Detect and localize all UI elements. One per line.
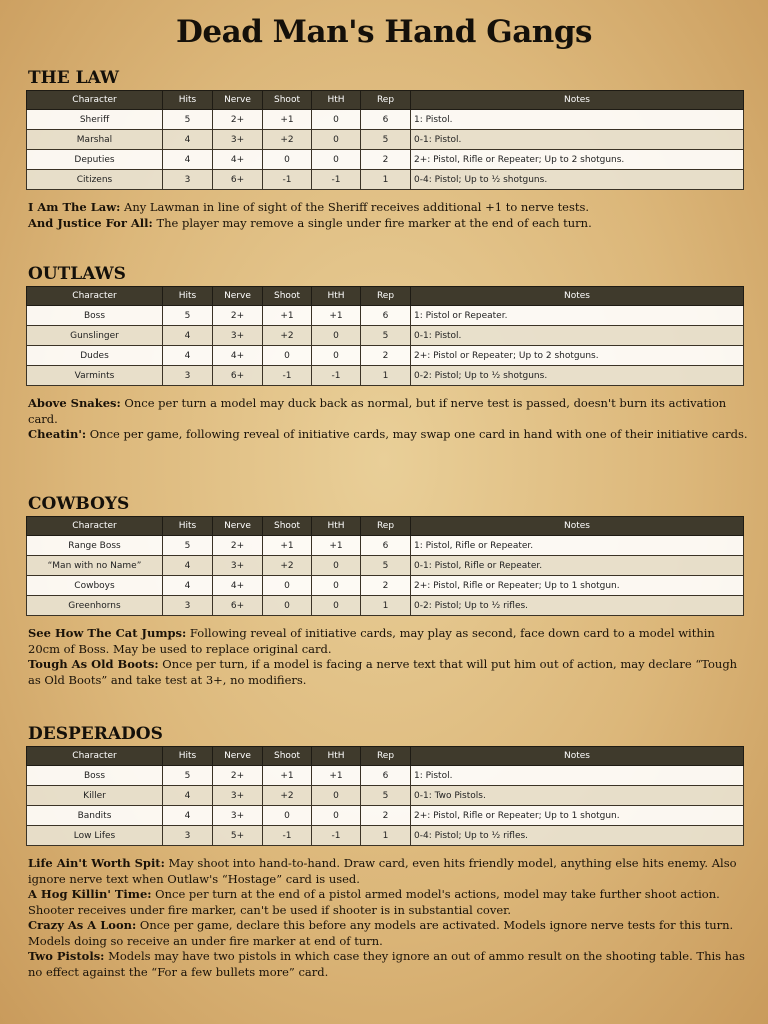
page-title: Dead Man's Hand Gangs: [176, 14, 592, 50]
header-character: Character: [27, 91, 163, 110]
table-header-row: [27, 91, 744, 110]
cell-hits: 4: [163, 576, 213, 596]
cell-rep: 1: [361, 170, 411, 190]
cell-hits: 4: [163, 556, 213, 576]
cell-character: Deputies: [27, 150, 163, 170]
cell-rep: 6: [361, 110, 411, 130]
cell-nerve: 3+: [213, 786, 263, 806]
table-header-row: [27, 517, 744, 536]
stats-table: [26, 286, 744, 386]
rule-name: I Am The Law:: [28, 200, 121, 214]
cell-shoot: 0: [263, 596, 312, 616]
table-row: [27, 536, 744, 556]
rule-text: Once per turn a model may duck back as normal, but if nerve test is passed, doesn't burn its activation card.: [28, 396, 727, 426]
table-header-row: [27, 747, 744, 766]
stats-table: [26, 746, 744, 846]
cell-rep: 5: [361, 556, 411, 576]
section-heading: OUTLAWS: [28, 264, 126, 284]
rule-paragraph: [28, 396, 748, 427]
cell-character: Bandits: [27, 806, 163, 826]
cell-hth: 0: [312, 346, 361, 366]
cell-hits: 5: [163, 536, 213, 556]
rule-text: Models may have two pistols in which case they ignore an out of ammo result on the shooting table. This has no effect against the “For a few bullets more” card.: [28, 949, 745, 979]
cell-character: Varmints: [27, 366, 163, 386]
cell-hits: 4: [163, 786, 213, 806]
cell-character: Gunslinger: [27, 326, 163, 346]
rule-name: Tough As Old Boots:: [28, 657, 159, 671]
header-shoot: Shoot: [263, 287, 312, 306]
header-nerve: Nerve: [213, 287, 263, 306]
header-notes: Notes: [411, 747, 744, 766]
cell-hits: 4: [163, 346, 213, 366]
rule-paragraph: [28, 949, 748, 980]
cell-rep: 1: [361, 826, 411, 846]
cell-nerve: 5+: [213, 826, 263, 846]
cell-shoot: -1: [263, 826, 312, 846]
cell-nerve: 3+: [213, 130, 263, 150]
rule-paragraph: [28, 856, 748, 887]
cell-hits: 5: [163, 766, 213, 786]
header-hits: Hits: [163, 517, 213, 536]
rule-name: Two Pistols:: [28, 949, 105, 963]
cell-notes: 0-4: Pistol; Up to ½ rifles.: [411, 826, 744, 846]
special-rules: [28, 626, 748, 688]
cell-hth: 0: [312, 556, 361, 576]
cell-nerve: 2+: [213, 306, 263, 326]
cell-character: Citizens: [27, 170, 163, 190]
cell-hits: 4: [163, 150, 213, 170]
rule-name: Life Ain't Worth Spit:: [28, 856, 165, 870]
rule-text: Once per turn at the end of a pistol armed model's actions, model may take further shoot action. Shooter receives under fire marker, can't be used if shooter is in substantial cover.: [28, 887, 720, 917]
cell-nerve: 6+: [213, 366, 263, 386]
rule-name: A Hog Killin' Time:: [28, 887, 152, 901]
table-row: [27, 110, 744, 130]
header-nerve: Nerve: [213, 517, 263, 536]
table-row: [27, 366, 744, 386]
header-notes: Notes: [411, 91, 744, 110]
cell-shoot: -1: [263, 366, 312, 386]
cell-hits: 3: [163, 170, 213, 190]
section-heading: THE LAW: [28, 68, 119, 88]
cell-hth: 0: [312, 110, 361, 130]
cell-shoot: 0: [263, 346, 312, 366]
rule-paragraph: [28, 200, 748, 216]
cell-hth: 0: [312, 596, 361, 616]
header-hits: Hits: [163, 287, 213, 306]
table-row: [27, 596, 744, 616]
cell-character: “Man with no Name”: [27, 556, 163, 576]
rule-text: Once per game, declare this before any models are activated. Models ignore nerve tests for this turn. Models doing so receive an under fire marker at end of turn.: [28, 918, 734, 948]
cell-hits: 4: [163, 806, 213, 826]
section-heading: COWBOYS: [28, 494, 130, 514]
cell-notes: 0-4: Pistol; Up to ½ shotguns.: [411, 170, 744, 190]
cell-character: Sheriff: [27, 110, 163, 130]
cell-hits: 4: [163, 326, 213, 346]
header-rep: Rep: [361, 91, 411, 110]
table-row: [27, 326, 744, 346]
stats-table: [26, 516, 744, 616]
header-shoot: Shoot: [263, 747, 312, 766]
header-nerve: Nerve: [213, 747, 263, 766]
cell-hits: 3: [163, 826, 213, 846]
cell-hits: 3: [163, 596, 213, 616]
header-hth: HtH: [312, 287, 361, 306]
cell-notes: 0-1: Pistol.: [411, 326, 744, 346]
cell-notes: 1: Pistol.: [411, 110, 744, 130]
rule-paragraph: [28, 887, 748, 918]
cell-nerve: 3+: [213, 326, 263, 346]
table-row: [27, 766, 744, 786]
rule-paragraph: [28, 216, 748, 232]
cell-character: Low Lifes: [27, 826, 163, 846]
header-notes: Notes: [411, 287, 744, 306]
cell-character: Boss: [27, 306, 163, 326]
header-nerve: Nerve: [213, 91, 263, 110]
rule-text: May shoot into hand-to-hand. Draw card, even hits friendly model, anything else hits enemy. Also ignore nerve text when Outlaw's “Hostage” card is used.: [28, 856, 737, 886]
cell-character: Greenhorns: [27, 596, 163, 616]
cell-rep: 6: [361, 536, 411, 556]
header-hth: HtH: [312, 747, 361, 766]
table-row: [27, 306, 744, 326]
cell-notes: 2+: Pistol, Rifle or Repeater; Up to 1 shotgun.: [411, 806, 744, 826]
cell-character: Marshal: [27, 130, 163, 150]
cell-nerve: 4+: [213, 576, 263, 596]
cell-rep: 1: [361, 596, 411, 616]
cell-character: Cowboys: [27, 576, 163, 596]
cell-notes: 0-2: Pistol; Up to ½ shotguns.: [411, 366, 744, 386]
cell-notes: 1: Pistol, Rifle or Repeater.: [411, 536, 744, 556]
cell-rep: 1: [361, 366, 411, 386]
cell-shoot: +2: [263, 130, 312, 150]
cell-rep: 5: [361, 326, 411, 346]
header-hth: HtH: [312, 517, 361, 536]
header-notes: Notes: [411, 517, 744, 536]
header-hth: HtH: [312, 91, 361, 110]
cell-hth: -1: [312, 366, 361, 386]
rule-text: The player may remove a single under fire marker at the end of each turn.: [152, 215, 592, 230]
cell-notes: 0-1: Pistol.: [411, 130, 744, 150]
cell-hits: 4: [163, 130, 213, 150]
cell-shoot: +2: [263, 556, 312, 576]
cell-nerve: 6+: [213, 596, 263, 616]
cell-rep: 2: [361, 346, 411, 366]
table-row: [27, 346, 744, 366]
cell-shoot: +2: [263, 786, 312, 806]
cell-character: Killer: [27, 786, 163, 806]
rule-name: Above Snakes:: [28, 396, 121, 410]
header-hits: Hits: [163, 91, 213, 110]
cell-hits: 5: [163, 306, 213, 326]
section-heading: DESPERADOS: [28, 724, 163, 744]
cell-nerve: 2+: [213, 766, 263, 786]
table-row: [27, 170, 744, 190]
cell-hth: 0: [312, 326, 361, 346]
header-character: Character: [27, 287, 163, 306]
rule-paragraph: [28, 626, 748, 657]
rule-name: See How The Cat Jumps:: [28, 626, 187, 640]
table-header-row: [27, 287, 744, 306]
special-rules: [28, 200, 748, 231]
table-row: [27, 556, 744, 576]
table-row: [27, 130, 744, 150]
cell-notes: 2+: Pistol or Repeater; Up to 2 shotguns.: [411, 346, 744, 366]
header-rep: Rep: [361, 517, 411, 536]
header-rep: Rep: [361, 747, 411, 766]
rule-text: Following reveal of initiative cards, may play as second, face down card to a model within 20cm of Boss. May be used to replace original card.: [28, 626, 715, 656]
table-row: [27, 150, 744, 170]
cell-character: Range Boss: [27, 536, 163, 556]
rule-name: And Justice For All:: [28, 215, 153, 230]
cell-notes: 1: Pistol or Repeater.: [411, 306, 744, 326]
cell-shoot: +1: [263, 110, 312, 130]
cell-nerve: 6+: [213, 170, 263, 190]
cell-notes: 0-1: Pistol, Rifle or Repeater.: [411, 556, 744, 576]
cell-hth: -1: [312, 826, 361, 846]
cell-shoot: +2: [263, 326, 312, 346]
rule-paragraph: [28, 427, 748, 443]
cell-rep: 2: [361, 150, 411, 170]
cell-nerve: 2+: [213, 110, 263, 130]
special-rules: [28, 856, 748, 980]
cell-notes: 0-1: Two Pistols.: [411, 786, 744, 806]
header-hits: Hits: [163, 747, 213, 766]
rule-paragraph: [28, 657, 748, 688]
cell-nerve: 3+: [213, 556, 263, 576]
cell-notes: 0-2: Pistol; Up to ½ rifles.: [411, 596, 744, 616]
rule-text: Any Lawman in line of sight of the Sheriff receives additional +1 to nerve tests.: [120, 200, 590, 214]
cell-nerve: 4+: [213, 346, 263, 366]
header-character: Character: [27, 747, 163, 766]
cell-rep: 5: [361, 130, 411, 150]
cell-notes: 1: Pistol.: [411, 766, 744, 786]
cell-shoot: +1: [263, 306, 312, 326]
cell-hth: 0: [312, 786, 361, 806]
header-shoot: Shoot: [263, 91, 312, 110]
cell-hth: 0: [312, 130, 361, 150]
cell-rep: 5: [361, 786, 411, 806]
cell-hth: 0: [312, 576, 361, 596]
cell-notes: 2+: Pistol, Rifle or Repeater; Up to 2 shotguns.: [411, 150, 744, 170]
cell-shoot: 0: [263, 150, 312, 170]
table-row: [27, 806, 744, 826]
special-rules: [28, 396, 748, 443]
cell-nerve: 2+: [213, 536, 263, 556]
cell-character: Dudes: [27, 346, 163, 366]
cell-shoot: +1: [263, 536, 312, 556]
cell-shoot: +1: [263, 766, 312, 786]
cell-hth: +1: [312, 536, 361, 556]
cell-hth: +1: [312, 766, 361, 786]
cell-nerve: 4+: [213, 150, 263, 170]
rule-name: Cheatin':: [28, 427, 87, 441]
header-shoot: Shoot: [263, 517, 312, 536]
rule-text: Once per game, following reveal of initiative cards, may swap one card in hand with one of their initiative cards.: [86, 427, 748, 441]
rule-paragraph: [28, 918, 748, 949]
cell-shoot: 0: [263, 806, 312, 826]
cell-shoot: -1: [263, 170, 312, 190]
header-character: Character: [27, 517, 163, 536]
cell-hth: 0: [312, 806, 361, 826]
cell-notes: 2+: Pistol, Rifle or Repeater; Up to 1 shotgun.: [411, 576, 744, 596]
stats-table: [26, 90, 744, 190]
cell-shoot: 0: [263, 576, 312, 596]
table-row: [27, 786, 744, 806]
cell-rep: 6: [361, 306, 411, 326]
cell-hth: +1: [312, 306, 361, 326]
cell-hits: 5: [163, 110, 213, 130]
cell-rep: 2: [361, 806, 411, 826]
cell-rep: 2: [361, 576, 411, 596]
table-row: [27, 576, 744, 596]
cell-nerve: 3+: [213, 806, 263, 826]
cell-hth: 0: [312, 150, 361, 170]
table-row: [27, 826, 744, 846]
cell-hits: 3: [163, 366, 213, 386]
cell-character: Boss: [27, 766, 163, 786]
header-rep: Rep: [361, 287, 411, 306]
rule-name: Crazy As A Loon:: [28, 918, 137, 932]
rule-text: Once per turn, if a model is facing a nerve text that will put him out of action, may declare “Tough as Old Boots” and take test at 3+, no modifiers.: [28, 657, 738, 687]
cell-rep: 6: [361, 766, 411, 786]
cell-hth: -1: [312, 170, 361, 190]
